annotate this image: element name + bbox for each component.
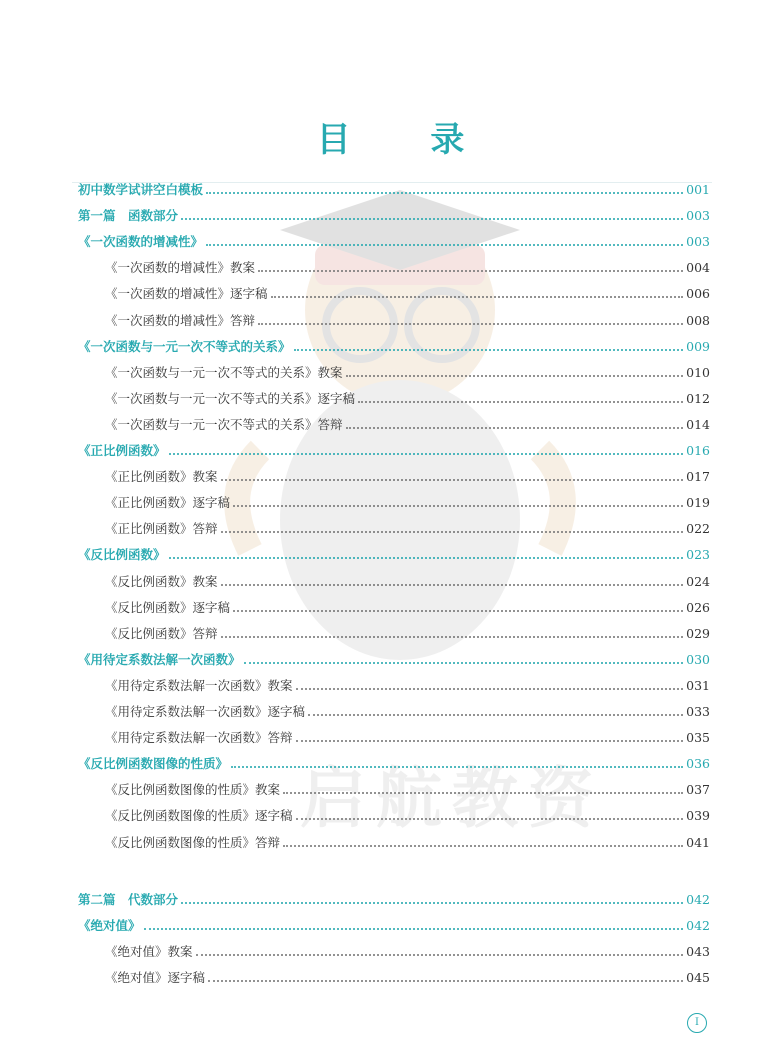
- toc-entry-page: 045: [686, 970, 710, 986]
- toc-entry-label: 第二篇 代数部分: [78, 892, 179, 907]
- toc-entry-label: 《一次函数的增减性》逐字稿: [105, 286, 268, 302]
- toc-entry-label: 第一篇 函数部分: [78, 208, 179, 224]
- toc-entry-page: 039: [686, 808, 710, 824]
- toc-entry-label: 《正比例函数》答辩: [105, 521, 218, 537]
- toc-entry-page: 010: [686, 364, 710, 380]
- toc-chapter-row[interactable]: [78, 916, 710, 936]
- dot-leader: [181, 218, 683, 220]
- dot-leader: [181, 902, 683, 904]
- dot-leader: [169, 557, 684, 559]
- toc-section-row[interactable]: [105, 676, 710, 696]
- toc-entry-page: 030: [686, 651, 710, 667]
- toc-chapter-row[interactable]: [78, 545, 710, 565]
- toc-entry-page: 001: [686, 182, 710, 197]
- toc-entry-page: 041: [686, 834, 710, 850]
- dot-leader: [206, 244, 683, 246]
- dot-leader: [231, 766, 683, 768]
- toc-section-row[interactable]: [105, 572, 710, 592]
- toc-entry-label: 《正比例函数》逐字稿: [105, 495, 231, 511]
- toc-chapter-row[interactable]: [78, 754, 710, 774]
- dot-leader: [308, 714, 683, 716]
- toc-entry-page: 042: [686, 892, 710, 907]
- toc-entry-page: 037: [686, 782, 710, 798]
- toc-section-row[interactable]: [105, 493, 710, 513]
- toc-entry-label: 《绝对值》逐字稿: [105, 970, 206, 986]
- dot-leader: [283, 792, 683, 794]
- dot-leader: [221, 531, 684, 533]
- toc-section-row[interactable]: [105, 363, 710, 383]
- toc-entry-page: 029: [686, 625, 710, 641]
- toc-part-row[interactable]: [78, 890, 710, 910]
- toc-section-row[interactable]: [105, 415, 710, 435]
- toc-entry-page: 017: [686, 469, 710, 485]
- toc-section-row[interactable]: [105, 389, 710, 409]
- toc-entry-page: 031: [686, 677, 710, 693]
- toc-section-row[interactable]: [105, 311, 710, 331]
- toc-section-row[interactable]: [105, 806, 710, 826]
- toc-entry-label: 初中数学试讲空白模板: [78, 182, 204, 197]
- toc-section-row[interactable]: [105, 728, 710, 748]
- toc-entry-page: 003: [686, 208, 710, 224]
- toc-entry-page: 006: [686, 286, 710, 302]
- toc-entry-page: 016: [686, 443, 710, 458]
- toc-entry-label: 《一次函数的增减性》: [78, 234, 204, 250]
- toc-section-row[interactable]: [105, 519, 710, 539]
- toc-entry-label: 《正比例函数》教案: [105, 469, 218, 485]
- toc-chapter-row[interactable]: [78, 232, 710, 252]
- dot-leader: [296, 818, 684, 820]
- toc-entry-label: 《反比例函数图像的性质》: [78, 756, 229, 772]
- toc-section-row[interactable]: [105, 258, 710, 278]
- toc-entry-page: 014: [686, 416, 710, 432]
- toc-entry-label: 《用待定系数法解一次函数》教案: [105, 677, 293, 693]
- toc-entry-label: 《绝对值》: [78, 918, 141, 934]
- toc-entry-label: 《反比例函数》答辩: [105, 625, 218, 641]
- toc-section-row[interactable]: [105, 780, 710, 800]
- toc-section-row[interactable]: [105, 942, 710, 962]
- dot-leader: [196, 954, 684, 956]
- page-number-badge: I: [687, 1013, 707, 1033]
- toc-entry-label: 《反比例函数》逐字稿: [105, 599, 231, 615]
- toc-entry-label: 《反比例函数图像的性质》逐字稿: [105, 808, 293, 824]
- toc-entry-page: 043: [686, 944, 710, 960]
- toc-entry-label: 《一次函数与一元一次不等式的关系》答辩: [105, 416, 343, 432]
- dot-leader: [221, 584, 684, 586]
- toc-entry-page: 004: [686, 260, 710, 276]
- toc-part-row[interactable]: [78, 180, 710, 200]
- toc-section-row[interactable]: [105, 968, 710, 988]
- toc-entry-page: 003: [686, 234, 710, 250]
- dot-leader: [233, 610, 683, 612]
- toc-section-row[interactable]: [105, 702, 710, 722]
- toc-entry-label: 《一次函数与一元一次不等式的关系》逐字稿: [105, 390, 356, 406]
- toc-entry-label: 《用待定系数法解一次函数》逐字稿: [105, 704, 306, 719]
- toc-entry-page: 023: [686, 547, 710, 563]
- toc-entry-page: 026: [686, 599, 710, 615]
- toc-entry-page: 024: [686, 573, 710, 589]
- toc-chapter-row[interactable]: [78, 441, 710, 461]
- brand-watermark: 启航教资: [300, 760, 604, 837]
- toc-entry-page: 012: [686, 390, 710, 406]
- dot-leader: [296, 688, 684, 690]
- dot-leader: [144, 928, 684, 930]
- toc-entry-page: 008: [686, 312, 710, 328]
- toc-entry-label: 《一次函数的增减性》答辩: [105, 312, 256, 328]
- toc-entry-page: 022: [686, 521, 710, 537]
- dot-leader: [294, 349, 684, 351]
- toc-part-row[interactable]: [78, 206, 710, 226]
- toc-entry-label: 《一次函数的增减性》教案: [105, 260, 256, 276]
- toc-entry-label: 《反比例函数图像的性质》教案: [105, 782, 281, 798]
- toc-entry-label: 《绝对值》教案: [105, 944, 193, 960]
- toc-entry-page: 042: [686, 918, 710, 934]
- toc-chapter-row[interactable]: [78, 650, 710, 670]
- toc-entry-label: 《用待定系数法解一次函数》答辩: [105, 730, 293, 746]
- toc-section-row[interactable]: [105, 624, 710, 644]
- dot-leader: [346, 427, 684, 429]
- dot-leader: [208, 980, 683, 982]
- dot-leader: [221, 636, 684, 638]
- toc-entry-label: 《用待定系数法解一次函数》: [78, 651, 241, 667]
- dot-leader: [169, 453, 684, 455]
- dot-leader: [206, 192, 683, 194]
- dot-leader: [233, 505, 683, 507]
- toc-chapter-row[interactable]: [78, 337, 710, 357]
- toc-entry-label: 《反比例函数》教案: [105, 573, 218, 589]
- toc-entry-page: 009: [686, 338, 710, 354]
- toc-entry-page: 035: [686, 730, 710, 746]
- toc-section-row[interactable]: [105, 833, 710, 853]
- dot-leader: [221, 479, 684, 481]
- toc-section-row[interactable]: [105, 598, 710, 618]
- dot-leader: [258, 323, 683, 325]
- dot-leader: [271, 296, 684, 298]
- toc-section-row[interactable]: [105, 284, 710, 304]
- toc-entry-page: 019: [686, 495, 710, 511]
- dot-leader: [283, 845, 683, 847]
- toc-section-row[interactable]: [105, 467, 710, 487]
- dot-leader: [296, 740, 684, 742]
- dot-leader: [346, 375, 684, 377]
- page-title: 目 录: [316, 120, 499, 160]
- toc-entry-label: 《一次函数与一元一次不等式的关系》教案: [105, 364, 343, 380]
- toc-entry-label: 《反比例函数图像的性质》答辩: [105, 834, 281, 850]
- dot-leader: [358, 401, 683, 403]
- toc-entry-page: 036: [686, 756, 710, 772]
- dot-leader: [244, 662, 684, 664]
- toc-entry-label: 《反比例函数》: [78, 547, 166, 563]
- toc-entry-page: 033: [686, 704, 710, 719]
- dot-leader: [258, 270, 683, 272]
- toc-entry-label: 《一次函数与一元一次不等式的关系》: [78, 338, 291, 354]
- toc-entry-label: 《正比例函数》: [78, 443, 166, 458]
